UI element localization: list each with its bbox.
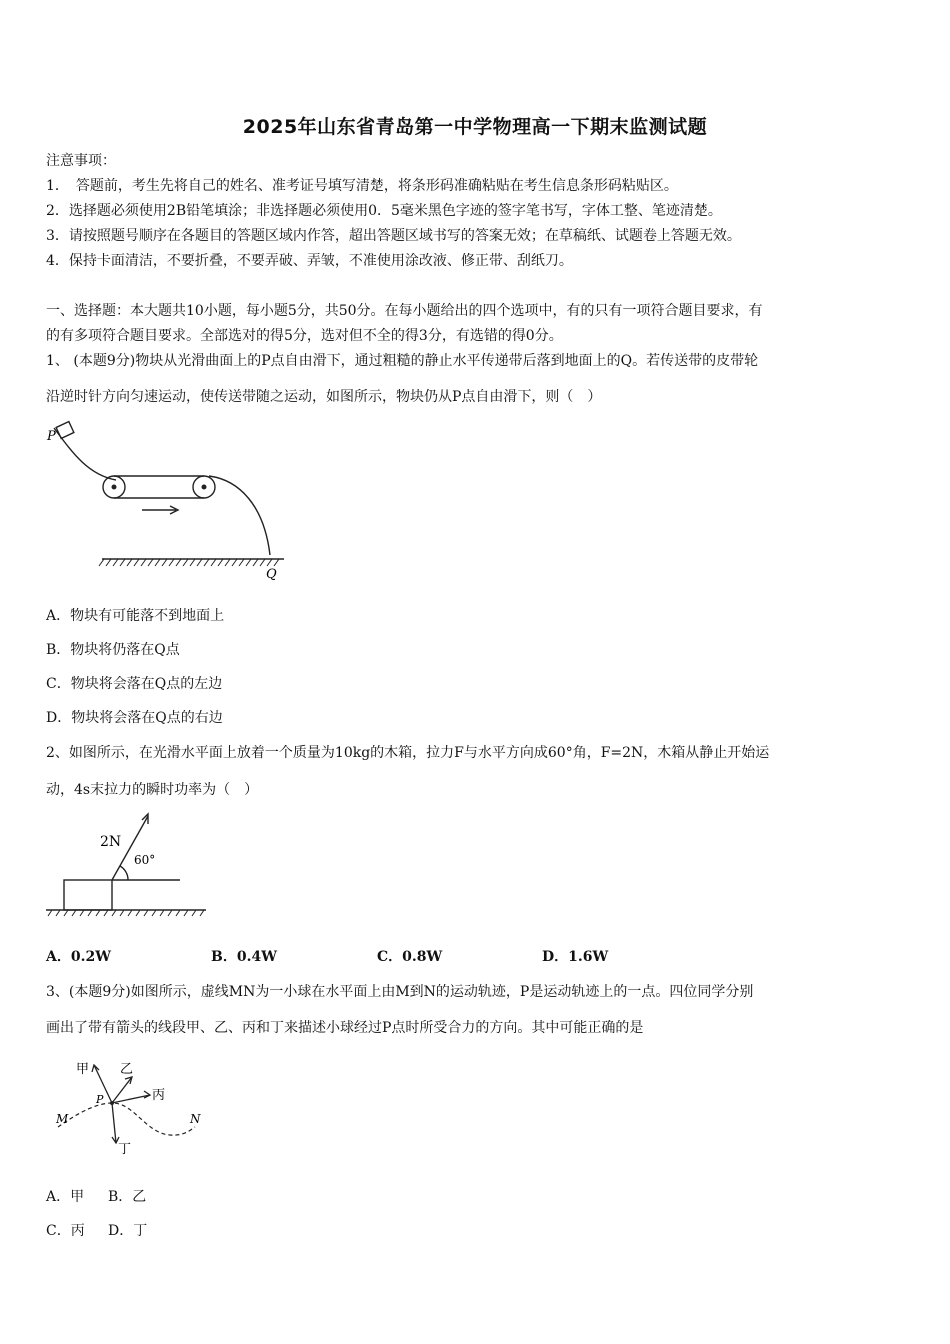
notice-item-4: 4．保持卡面清洁，不要折叠，不要弄破、弄皱，不准使用涂改液、修正带、刮纸刀。 xyxy=(46,253,573,269)
q1-stem-line-2: 沿逆时针方向匀速运动，使传送带随之运动，如图所示，物块仍从P点自由滑下，则（ ） xyxy=(46,389,602,405)
q2-option-a[interactable]: A．0.2W xyxy=(46,949,111,965)
notice-item-3: 3．请按照题号顺序在各题目的答题区域内作答，超出答题区域书写的答案无效；在草稿纸、试题卷上答题无效。 xyxy=(46,228,741,244)
q1-option-a[interactable]: A．物块有可能落不到地面上 xyxy=(46,608,225,624)
q2-angle-label: 60° xyxy=(134,853,156,867)
q3-label-jia: 甲 xyxy=(76,1062,90,1077)
q1-stem-line-1: 1、 (本题9分)物块从光滑曲面上的P点自由滑下，通过粗糙的静止水平传递带后落到地面上的Q。若传送带的皮带轮 xyxy=(46,353,759,369)
q2-option-c[interactable]: C．0.8W xyxy=(377,949,443,965)
q3-option-d[interactable]: D．丁 xyxy=(108,1223,148,1239)
q1-label-q: Q xyxy=(266,567,277,582)
q1-conveyor-figure xyxy=(44,420,304,585)
q3-stem-line-1: 3、(本题9分)如图所示，虚线MN为一小球在水平面上由M到N的运动轨迹，P是运动轨迹上的一点。四位同学分别 xyxy=(46,984,754,1000)
page-title: 2025年山东省青岛第一中学物理高一下期末监测试题 xyxy=(242,116,708,138)
q2-option-b[interactable]: B．0.4W xyxy=(211,949,277,965)
q3-label-ding: 丁 xyxy=(118,1142,132,1157)
q2-force-label: 2N xyxy=(100,834,122,850)
q3-option-b[interactable]: B．乙 xyxy=(108,1189,147,1205)
q3-label-n: N xyxy=(190,1112,201,1126)
q3-label-p: P xyxy=(96,1093,104,1106)
q1-option-c[interactable]: C．物块将会落在Q点的左边 xyxy=(46,676,223,692)
q3-stem-line-2: 画出了带有箭头的线段甲、乙、丙和丁来描述小球经过P点时所受合力的方向。其中可能正确的是 xyxy=(46,1020,644,1036)
q2-stem-line-1: 2、如图所示，在光滑水平面上放着一个质量为10kg的木箱，拉力F与水平方向成60°角，F=2N，木箱从静止开始运 xyxy=(46,745,770,761)
q3-label-yi: 乙 xyxy=(120,1062,134,1077)
q1-option-d[interactable]: D．物块将会落在Q点的右边 xyxy=(46,710,223,726)
notice-item-1: 1． 答题前，考生先将自己的姓名、准考证号填写清楚，将条形码准确粘贴在考生信息条形码粘贴区。 xyxy=(46,178,678,194)
q2-stem-line-2: 动，4s末拉力的瞬时功率为（ ） xyxy=(46,782,259,798)
section-intro-line-1: 一、选择题：本大题共10小题，每小题5分，共50分。在每小题给出的四个选项中，有的只有一项符合题目要求，有 xyxy=(46,303,763,319)
q1-option-b[interactable]: B．物块将仍落在Q点 xyxy=(46,642,180,658)
section-intro-line-2: 的有多项符合题目要求。全部选对的得5分，选对但不全的得3分，有选错的得0分。 xyxy=(46,328,563,344)
q2-option-d[interactable]: D．1.6W xyxy=(542,949,609,965)
notice-heading: 注意事项： xyxy=(46,153,116,169)
q3-option-a[interactable]: A．甲 xyxy=(46,1189,85,1205)
q3-label-m: M xyxy=(56,1112,69,1126)
notice-item-2: 2．选择题必须使用2B铅笔填涂；非选择题必须使用0．5毫米黑色字迹的签字笔书写，字体工整、笔迹清楚。 xyxy=(46,203,722,219)
q3-label-bing: 丙 xyxy=(152,1088,166,1103)
q3-trajectory-figure xyxy=(50,1055,220,1160)
q3-option-c[interactable]: C．丙 xyxy=(46,1223,85,1239)
q2-box-force-figure xyxy=(44,808,214,923)
q1-label-p: P xyxy=(47,429,56,444)
